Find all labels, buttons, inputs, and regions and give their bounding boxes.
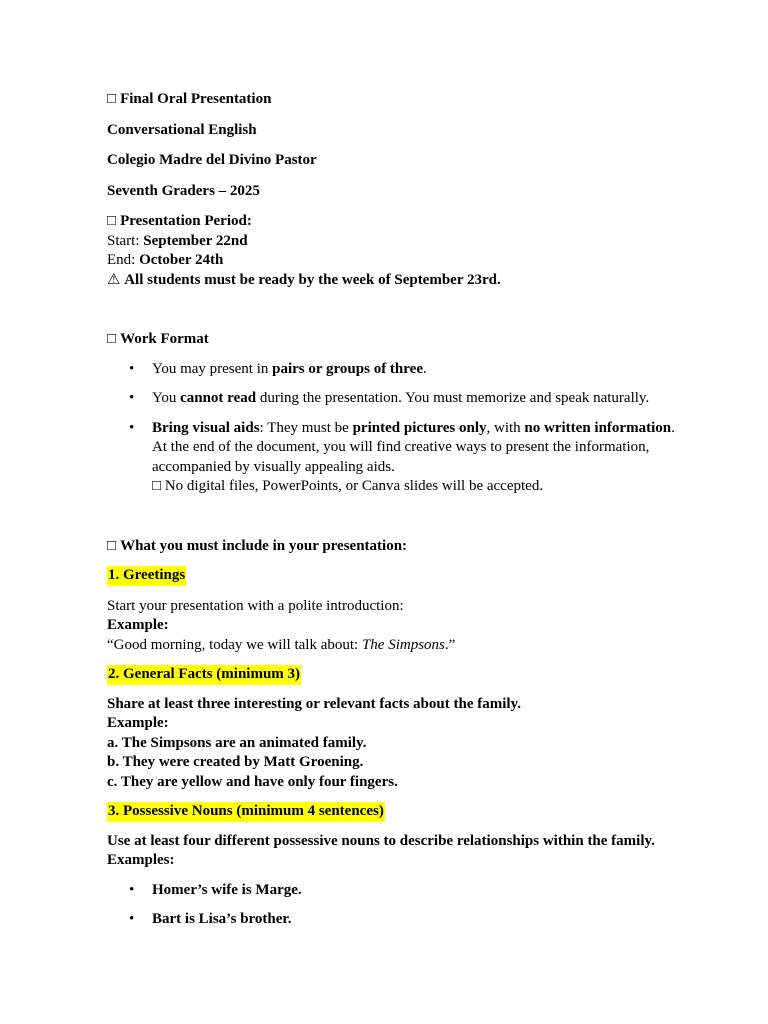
warning-icon: ⚠ bbox=[107, 271, 121, 288]
fact-a: a. The Simpsons are an animated family. bbox=[107, 734, 367, 751]
list-item: • Bring visual aids: They must be printed pictures only, with no written information. At the end of the document, you will find creative ways to present the information, accompanied by visually appealing aids. □ No digital files, PowerPoints, or Canva slides will be accepted. bbox=[152, 419, 677, 497]
group-icon: □ bbox=[107, 331, 117, 347]
checkbox-icon: □ bbox=[107, 91, 117, 107]
greetings-example: “Good morning, today we will talk about: The Simpsons.” bbox=[107, 636, 456, 653]
include-heading: □ What you must include in your presentation: bbox=[107, 537, 677, 557]
doc-title: □ Final Oral Presentation bbox=[107, 90, 677, 110]
school-line: Colegio Madre del Divino Pastor bbox=[107, 152, 317, 168]
period-warning: ⚠ All students must be ready by the week of September 23rd. bbox=[107, 271, 501, 288]
facts-intro: Share at least three interesting or relevant facts about the family. bbox=[107, 695, 521, 712]
list-item: • You may present in pairs or groups of three. bbox=[152, 360, 677, 380]
calendar-icon: □ bbox=[107, 213, 117, 229]
subject-line: Conversational English bbox=[107, 121, 257, 138]
period-start: Start: September 22nd bbox=[107, 232, 248, 249]
possessive-heading: 3. Possessive Nouns (minimum 4 sentences) bbox=[107, 802, 677, 822]
greetings-example-label: Example: bbox=[107, 617, 169, 633]
possessive-examples-label: Examples: bbox=[107, 852, 175, 868]
document-content bbox=[107, 90, 677, 930]
fact-c: c. They are yellow and have only four fingers. bbox=[107, 773, 398, 790]
period-heading: □ Presentation Period: bbox=[107, 212, 677, 232]
period-end: End: October 24th bbox=[107, 252, 224, 268]
greetings-intro: Start your presentation with a polite introduction: bbox=[107, 597, 404, 614]
list-item: • You cannot read during the presentation. You must memorize and speak naturally. bbox=[152, 389, 677, 409]
grade-line: Seventh Graders – 2025 bbox=[107, 182, 260, 199]
greetings-heading: 1. Greetings bbox=[107, 566, 677, 586]
checklist-icon: □ bbox=[107, 537, 117, 554]
list-item: • Bart is Lisa’s brother. bbox=[152, 910, 677, 930]
possessive-list bbox=[107, 881, 677, 930]
list-item: • Homer’s wife is Marge. bbox=[152, 881, 677, 901]
prohibited-icon: □ bbox=[152, 478, 162, 494]
possessive-intro: Use at least four different possessive nouns to describe relationships within the family. bbox=[107, 832, 655, 849]
fact-b: b. They were created by Matt Groening. bbox=[107, 754, 364, 770]
work-format-list bbox=[107, 360, 677, 497]
facts-example-label: Example: bbox=[107, 715, 169, 731]
work-format-heading: □ Work Format bbox=[107, 330, 677, 350]
facts-heading: 2. General Facts (minimum 3) bbox=[107, 665, 677, 685]
